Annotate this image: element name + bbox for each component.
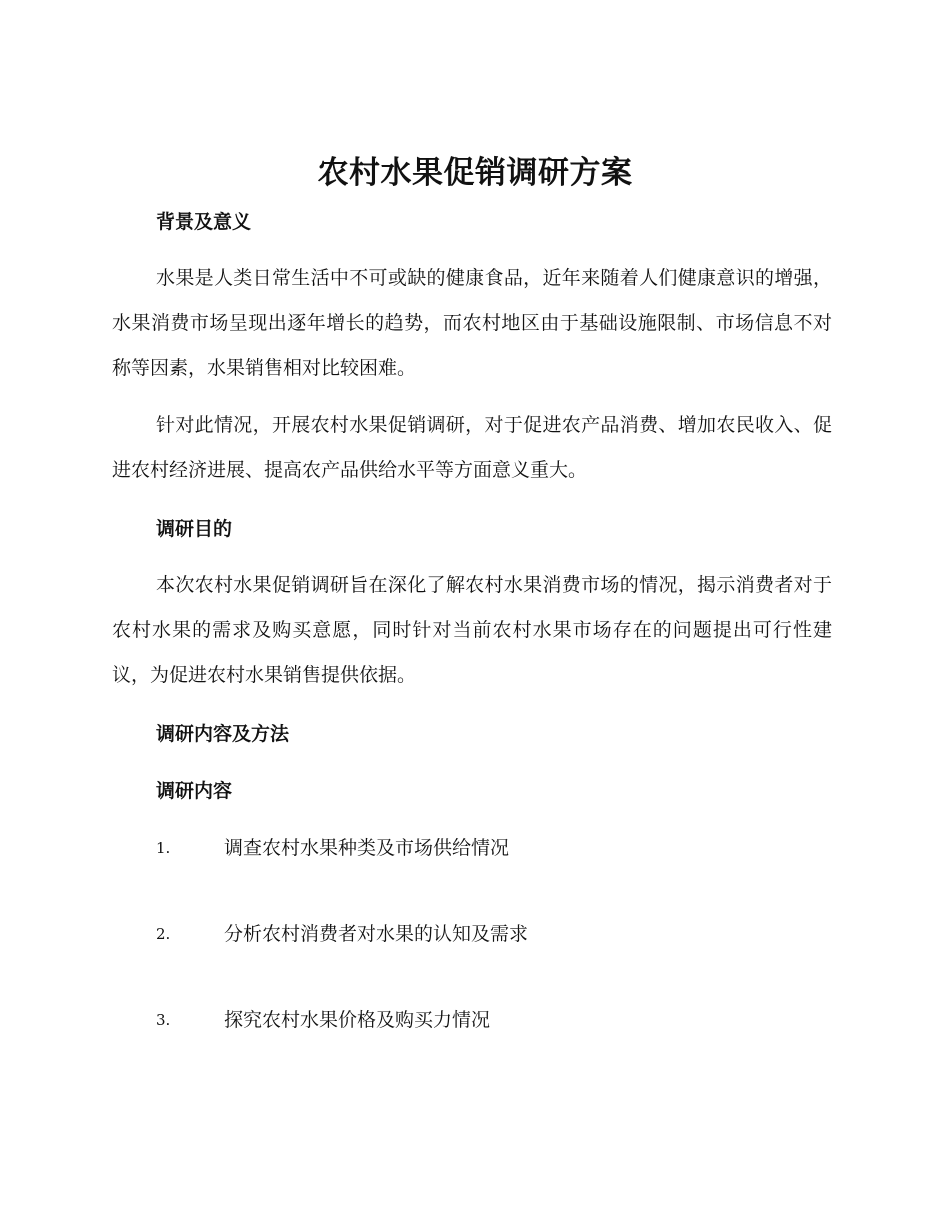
heading-background: 背景及意义 [156, 211, 252, 233]
paragraph-purpose: 本次农村水果促销调研旨在深化了解农村水果消费市场的情况，揭示消费者对于农村水果的需求及购买意愿，同时针对当前农村水果市场存在的问题提出可行性建议，为促进农村水果销售提供依据。 [112, 574, 832, 686]
list-item-number: 1. [156, 839, 171, 857]
list-item-text: 调查农村水果种类及市场供给情况 [224, 837, 510, 859]
heading-purpose: 调研目的 [156, 518, 233, 540]
heading-content: 调研内容 [156, 780, 233, 802]
heading-content-method: 调研内容及方法 [156, 723, 290, 745]
paragraph-background-1: 水果是人类日常生活中不可或缺的健康食品，近年来随着人们健康意识的增强，水果消费市场呈现出逐年增长的趋势，而农村地区由于基础设施限制、市场信息不对称等因素，水果销售相对比较困难。 [112, 267, 832, 379]
document-title: 农村水果促销调研方案 [317, 155, 633, 191]
list-item-text: 探究农村水果价格及购买力情况 [224, 1009, 491, 1031]
list-item-number: 3. [156, 1011, 171, 1029]
list-item-number: 2. [156, 925, 171, 943]
list-item-text: 分析农村消费者对水果的认知及需求 [224, 923, 529, 945]
paragraph-background-2: 针对此情况，开展农村水果促销调研，对于促进农产品消费、增加农民收入、促进农村经济进展、提高农产品供给水平等方面意义重大。 [112, 414, 832, 481]
